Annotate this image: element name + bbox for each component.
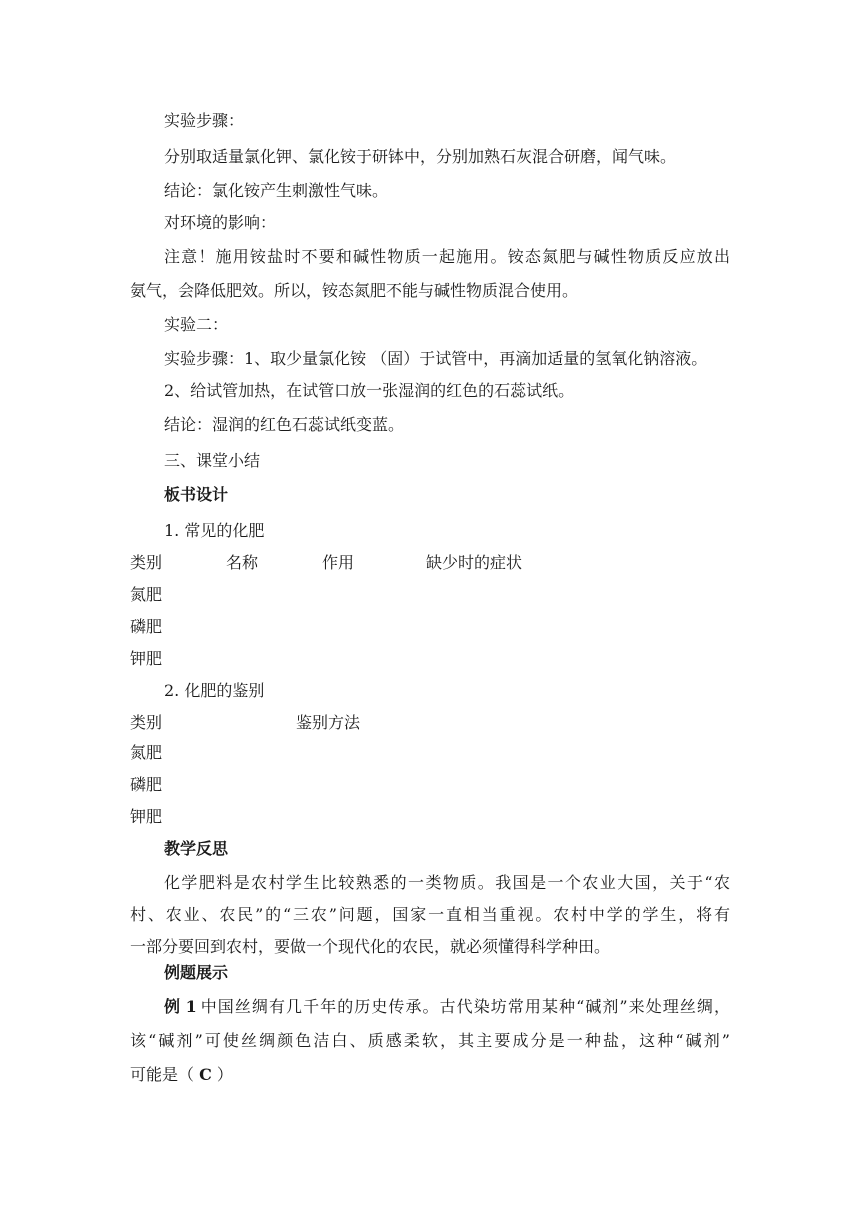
table-2-row-potassium: 钾肥 <box>130 807 163 826</box>
table-1-header-symptoms: 缺少时的症状 <box>426 553 523 572</box>
reflection-heading: 教学反思 <box>164 839 229 858</box>
environment-heading: 对环境的影响： <box>164 213 277 232</box>
table-1-header-category: 类别 <box>130 553 163 572</box>
example-label: 例 1 <box>164 997 197 1016</box>
experiment-2-step-1: 实验步骤：1、取少量氯化铵 （固）于试管中，再滴加适量的氢氧化钠溶液。 <box>164 349 708 368</box>
board-design-heading: 板书设计 <box>164 485 229 504</box>
reflection-line-1: 化学肥料是农村学生比较熟悉的一类物质。我国是一个农业大国，关于“农 <box>164 873 730 892</box>
conclusion-2: 结论：湿润的红色石蕊试纸变蓝。 <box>164 415 405 434</box>
steps-text: 分别取适量氯化钾、氯化铵于研钵中，分别加熟石灰混合研磨，闻气味。 <box>164 147 677 166</box>
example-line-3 <box>130 1064 233 1086</box>
steps-heading: 实验步骤： <box>164 111 245 130</box>
example-line-1 <box>164 996 730 1018</box>
table-2-header-category: 类别 <box>130 713 163 732</box>
table-1-row-nitrogen: 氮肥 <box>130 585 163 604</box>
reflection-line-2: 村、农业、农民”的“三农”问题，国家一直相当重视。农村中学的学生，将有 <box>130 905 730 924</box>
notice-line-1: 注意！施用铵盐时不要和碱性物质一起施用。铵态氮肥与碱性物质反应放出 <box>164 247 730 266</box>
notice-line-2: 氨气，会降低肥效。所以，铵态氮肥不能与碱性物质混合使用。 <box>130 281 579 300</box>
example-line-2: 该“碱剂”可使丝绸颜色洁白、质感柔软，其主要成分是一种盐，这种“碱剂” <box>130 1031 730 1050</box>
example-answer: C <box>199 1065 212 1084</box>
table-2-row-nitrogen: 氮肥 <box>130 743 163 762</box>
table-1-row-phosphorus: 磷肥 <box>130 617 163 636</box>
experiment-2-step-2: 2、给试管加热，在试管口放一张湿润的红色的石蕊试纸。 <box>164 381 575 400</box>
example-text-1: 中国丝绸有几千年的历史传承。古代染坊常用某种“碱剂”来处理丝绸， <box>200 997 730 1016</box>
summary-heading: 三、课堂小结 <box>164 451 261 470</box>
conclusion-1: 结论：氯化铵产生刺激性气味。 <box>164 181 389 200</box>
reflection-line-3: 一部分要回到农村，要做一个现代化的农民，就必须懂得科学种田。 <box>130 937 611 956</box>
example-heading: 例题展示 <box>164 963 229 982</box>
table-2-row-phosphorus: 磷肥 <box>130 775 163 794</box>
list-1-title: 1. 常见的化肥 <box>164 521 265 540</box>
table-1-header-name: 名称 <box>226 553 259 572</box>
experiment-2-heading: 实验二： <box>164 315 229 334</box>
example-text-3-post: ） <box>211 1065 233 1084</box>
table-1-header-function: 作用 <box>322 553 355 572</box>
table-1-row-potassium: 钾肥 <box>130 649 163 668</box>
list-2-title: 2. 化肥的鉴别 <box>164 681 265 700</box>
example-text-3-pre: 可能是（ <box>130 1065 200 1084</box>
table-2-header-method: 鉴别方法 <box>296 713 361 732</box>
